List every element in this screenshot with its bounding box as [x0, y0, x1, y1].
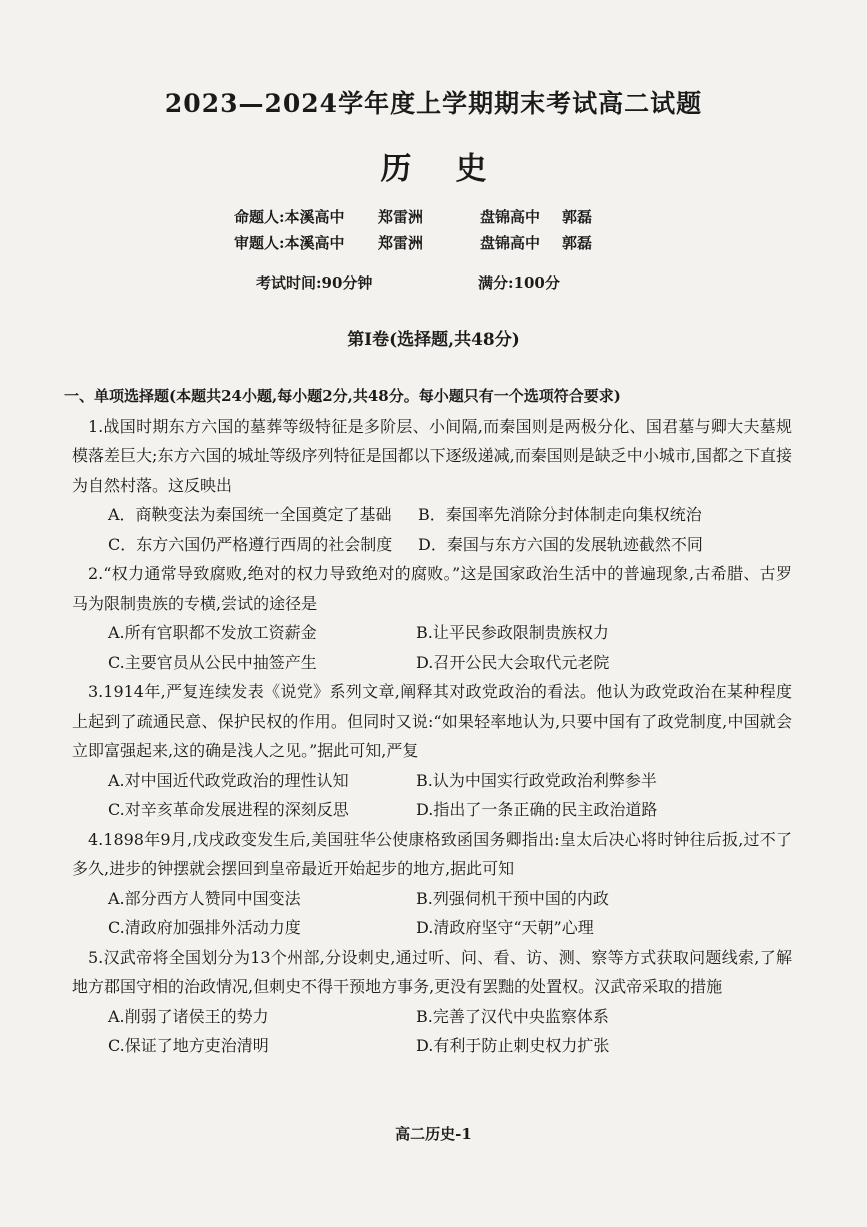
section-title: 第Ⅰ卷(选择题,共48分) [347, 330, 520, 350]
subject-title: 历史 [380, 151, 531, 187]
setter-school-2: 盘锦高中 [480, 208, 541, 226]
question-3 [72, 677, 792, 825]
question-stem: 3.1914年,严复连续发表《说党》系列文章,阐释其对政党政治的看法。他认为政党政治在某种程度上起到了疏通民意、保护民权的作用。但同时又说:“如果轻率地认为,只要中国有了政党制度,中国就会立即富强起来,这的确是浅人之见。”据此可知,严复 [72, 682, 792, 760]
setter-name: 郑雷洲 [378, 208, 424, 226]
question-stem: 2.“权力通常导致腐败,绝对的权力导致绝对的腐败。”这是国家政治生活中的普遍现象,古希腊、古罗马为限制贵族的专横,尝试的途径是 [72, 564, 792, 613]
option-d: D.清政府坚守“天朝”心理 [416, 918, 594, 937]
reviewer-role: 审题人:本溪高中 [234, 234, 345, 252]
exam-time: 考试时间:90分钟 [256, 274, 373, 292]
question-2 [72, 559, 792, 677]
question-stem: 1.战国时期东方六国的墓葬等级特征是多阶层、小间隔,而秦国则是两极分化、国君墓与卿大夫墓规模落差巨大;东方六国的城址等级序列特征是国都以下逐级递减,而秦国则是缺乏中小城市,国都之下直接为自然村落。这反映出 [72, 416, 792, 495]
option-d: D.召开公民大会取代元老院 [416, 652, 610, 672]
option-d: D.有利于防止刺史权力扩张 [416, 1036, 610, 1055]
page-footer: 高二历史-1 [395, 1125, 472, 1143]
exam-title: 2023—2024学年度上学期期末考试高二试题 [164, 89, 703, 118]
option-d: D.指出了一条正确的民主政治道路 [416, 800, 658, 819]
question-1 [72, 412, 792, 560]
question-5 [72, 943, 792, 1061]
question-stem: 4.1898年9月,戊戌政变发生后,美国驻华公使康格致函国务卿指出:皇太后决心将时钟往后扳,过不了多久,进步的钟摆就会摆回到皇帝最近开始起步的地方,据此可知 [72, 829, 792, 878]
option-a: A.削弱了诸侯王的势力 [108, 1006, 269, 1026]
option-c: C.主要官员从公民中抽签产生 [108, 652, 317, 672]
setter-role: 命题人:本溪高中 [234, 208, 345, 226]
option-a: A．商鞅变法为秦国统一全国奠定了基础 [108, 505, 392, 524]
option-b: B.完善了汉代中央监察体系 [416, 1006, 609, 1026]
option-a: A.对中国近代政党政治的理性认知 [108, 770, 349, 790]
option-c: C.保证了地方吏治清明 [108, 1036, 269, 1055]
question-list [64, 382, 792, 1061]
section-instruction: 一、单项选择题(本题共24小题,每小题2分,共48分。每小题只有一个选项符合要求) [64, 387, 621, 405]
option-a: A.所有官职都不发放工资薪金 [108, 623, 317, 642]
reviewer-school-2: 盘锦高中 [480, 234, 541, 252]
question-4 [72, 825, 792, 943]
option-b: B.列强伺机干预中国的内政 [416, 888, 609, 908]
setter-name-2: 郭磊 [562, 208, 593, 226]
option-c: C.清政府加强排外活动力度 [108, 918, 301, 937]
option-d: D．秦国与东方六国的发展轨迹截然不同 [418, 534, 703, 554]
reviewer-name: 郑雷洲 [378, 234, 424, 252]
option-b: B．秦国率先消除分封体制走向集权统治 [418, 505, 702, 524]
option-b: B.让平民参政限制贵族权力 [416, 623, 609, 642]
question-stem: 5.汉武帝将全国划分为13个州部,分设刺史,通过听、问、看、访、测、察等方式获取问题线索,了解地方郡国守相的治政情况,但刺史不得干预地方事务,更没有罢黜的处置权。汉武帝采取的措施 [72, 947, 792, 996]
option-b: B.认为中国实行政党政治利弊参半 [416, 770, 657, 790]
option-a: A.部分西方人赞同中国变法 [108, 888, 301, 908]
option-c: C.对辛亥革命发展进程的深刻反思 [108, 800, 349, 819]
option-c: C．东方六国仍严格遵行西周的社会制度 [108, 534, 393, 554]
full-score: 满分:100分 [478, 274, 560, 292]
reviewer-name-2: 郭磊 [562, 234, 593, 252]
